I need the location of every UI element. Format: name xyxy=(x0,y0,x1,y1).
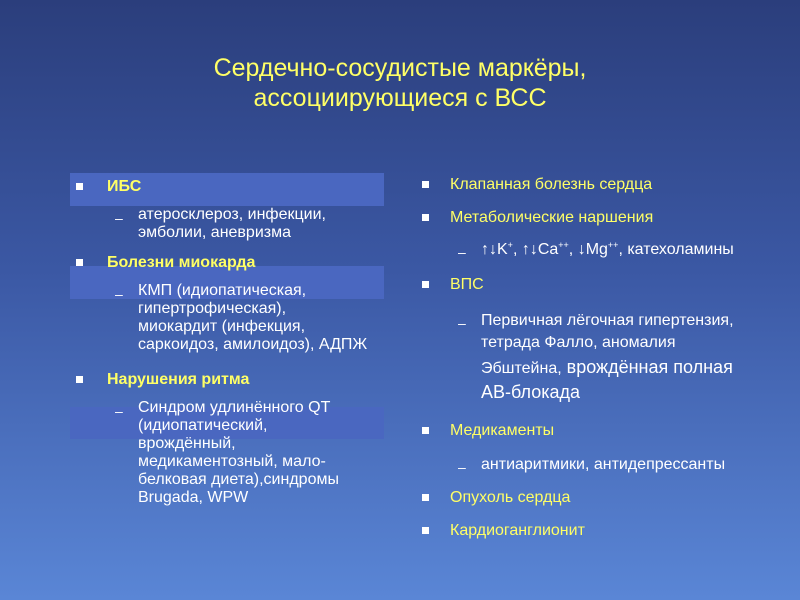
left-sub-ibs-line-2: эмболии, аневризма xyxy=(138,224,291,241)
calcium-label: Ca xyxy=(537,241,559,258)
left-sub-rhythm-line-6: Brugada, WPW xyxy=(138,489,249,506)
right-sub-metabolic xyxy=(481,241,734,259)
left-sub-myocardium-line-3: миокардит (инфекция, xyxy=(138,318,306,335)
catecholamines-text: , катехоламины xyxy=(618,241,734,258)
left-sub-rhythm xyxy=(138,399,339,507)
left-sub-myocardium-line-2: гипертрофическая), xyxy=(138,300,287,317)
left-sub-myocardium xyxy=(138,282,367,354)
slide-title-line-2: ассоциирующиеся с ВСС xyxy=(253,84,547,112)
bullet-square-icon xyxy=(422,281,429,288)
bullet-square-icon xyxy=(422,181,429,188)
complete-av-block-text: врождённая полная xyxy=(561,357,733,377)
left-sub-rhythm-line-2: (идиопатический, xyxy=(138,417,268,434)
left-heading-myocardium: Болезни миокарда xyxy=(107,254,256,271)
calcium-charge: ++ xyxy=(558,240,569,250)
left-sub-rhythm-line-1: Синдром удлинённого QT xyxy=(138,399,331,416)
right-heading-tumor: Опухоль сердца xyxy=(450,489,571,506)
bullet-square-icon xyxy=(422,214,429,221)
dash-icon: – xyxy=(458,244,466,260)
bullet-square-icon xyxy=(76,376,83,383)
right-sub-medications xyxy=(481,456,725,474)
up-down-arrows-icon: ↑↓ xyxy=(521,241,538,258)
dash-icon: – xyxy=(115,210,123,226)
right-sub-congenital-line-4: АВ-блокада xyxy=(481,382,581,402)
up-down-arrows-icon: ↑↓ xyxy=(481,241,497,258)
right-heading-valve: Клапанная болезнь сердца xyxy=(450,176,653,193)
bullet-square-icon xyxy=(422,427,429,434)
right-sub-congenital-line-3 xyxy=(481,358,734,378)
right-sub-congenital-line-2: тетрада Фалло, аномалия xyxy=(481,334,676,351)
potassium-label: K xyxy=(497,241,508,258)
bullet-square-icon xyxy=(422,494,429,501)
separator: , xyxy=(512,241,522,258)
magnesium-label: Mg xyxy=(585,241,608,258)
slide-title-line-1: Сердечно-сосудистые маркёры, xyxy=(213,54,587,82)
dash-icon: – xyxy=(115,286,123,302)
right-sub-congenital xyxy=(481,312,734,401)
dash-icon: – xyxy=(115,403,123,419)
right-sub-congenital-line-1: Первичная лёгочная гипертензия, xyxy=(481,312,734,329)
right-heading-congenital: ВПС xyxy=(450,276,484,293)
left-sub-myocardium-line-1: КМП (идиопатическая, xyxy=(138,282,307,299)
potassium-charge: + xyxy=(507,240,513,250)
right-heading-metabolic: Метаболические наршения xyxy=(450,209,654,226)
left-heading-rhythm: Нарушения ритма xyxy=(107,371,250,388)
bullet-square-icon xyxy=(422,527,429,534)
bullet-square-icon xyxy=(76,183,83,190)
left-sub-rhythm-line-3: врождённый, xyxy=(138,435,236,452)
left-sub-ibs-line-1: атеросклероз, инфекции, xyxy=(138,206,326,223)
left-sub-rhythm-line-4: медикаментозный, мало- xyxy=(138,453,326,470)
dash-icon: – xyxy=(458,459,466,475)
separator: , xyxy=(568,241,578,258)
left-sub-rhythm-line-5: белковая диета),синдромы xyxy=(138,471,339,488)
down-arrow-icon: ↓ xyxy=(577,241,586,258)
left-sub-ibs xyxy=(138,206,326,242)
left-sub-myocardium-line-4: саркоидоз, амилоидоз), АДПЖ xyxy=(138,336,368,353)
ebstein-text: Эбштейна, xyxy=(481,360,562,377)
dash-icon: – xyxy=(458,315,466,331)
slide-title xyxy=(0,53,800,113)
right-sub-medications-line-1: антиаритмики, антидепрессанты xyxy=(481,456,726,473)
right-heading-cardioganglionitis: Кардиоганглионит xyxy=(450,522,585,539)
bullet-square-icon xyxy=(76,259,83,266)
left-heading-ibs: ИБС xyxy=(107,178,142,195)
right-heading-medications: Медикаменты xyxy=(450,422,555,439)
magnesium-charge: ++ xyxy=(607,240,619,250)
